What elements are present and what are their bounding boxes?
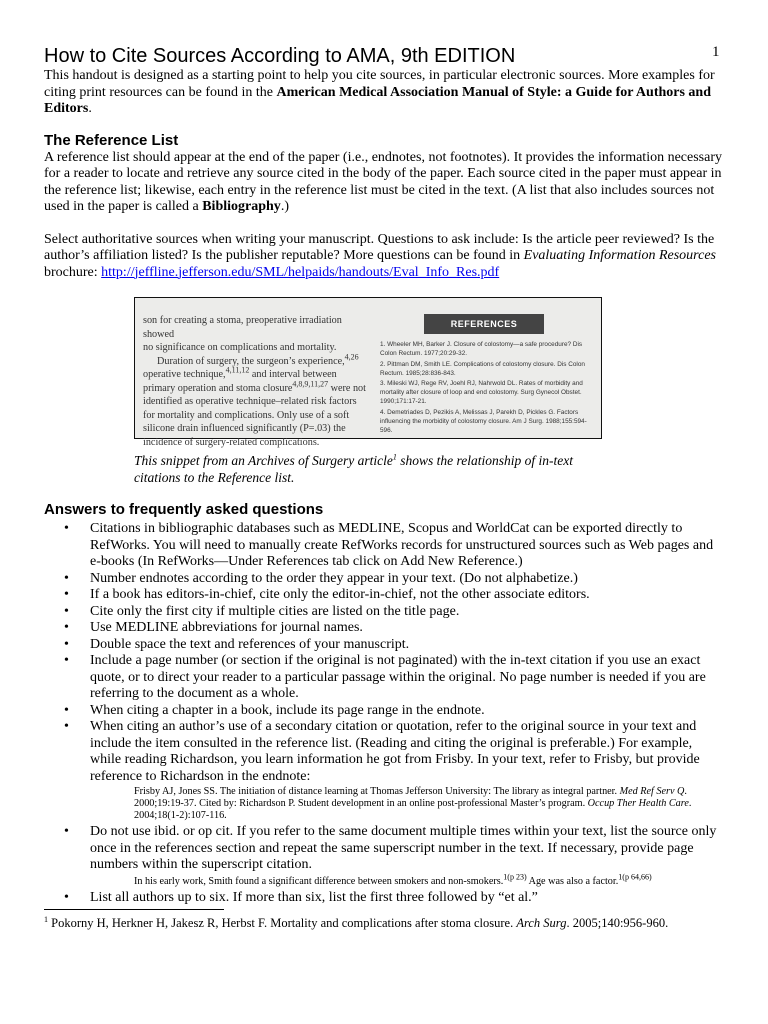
intro-end: . [88, 101, 92, 116]
brochure-title: Evaluating Information Resources [523, 248, 716, 263]
page-title: How to Cite Sources According to AMA, 9th EDITION [44, 45, 516, 67]
bullet-icon: • [64, 587, 69, 602]
snippet-paragraph-2 [143, 352, 369, 450]
authoritative-sources-paragraph [44, 232, 724, 282]
example2-sup-1: 1(p 23) [503, 872, 527, 882]
list-item-text: Use MEDLINE abbreviations for journal names. [90, 620, 363, 635]
snippet-reference: 2. Pittman DM, Smith LE. Complications of colostomy closure. Dis Colon Rectum. 1985;28:836-843. [380, 360, 585, 377]
footnote-journal: Arch Surg [516, 916, 567, 930]
example-text-a: Frisby AJ, Jones SS. The initiation of distance learning at Thomas Jefferson University: The library as integral partner. [134, 786, 620, 797]
list-item-text: When citing an author’s use of a secondary citation or quotation, refer to the original source in your text and include the item consulted in the reference list. (Reading and citing the original is preferable.) For example, while reading Richardson, you learn information he got from Frisby. In your text, refer to Frisby, but provide reference to Richardson in the endnote: [90, 719, 700, 784]
bullet-icon: • [64, 889, 69, 905]
example-journal-1: Med Ref Serv Q [619, 786, 685, 797]
footnote-marker: 1 [44, 914, 48, 924]
faq-list [44, 521, 724, 785]
list-item [44, 719, 724, 785]
reference-list-paragraph [44, 150, 724, 216]
list-item [44, 587, 724, 604]
list-item [44, 521, 724, 571]
list-item [44, 620, 724, 637]
bullet-icon: • [64, 653, 69, 668]
faq-section [44, 501, 724, 906]
brochure-link[interactable]: http://jeffline.jefferson.edu/SML/helpaids/handouts/Eval_Info_Res.pdf [101, 264, 500, 280]
list-item-text: If a book has editors-in-chief, cite only the editor-in-chief, not the other associate editors. [90, 587, 590, 602]
example-text-c: . 2004;18(1-2):107-116. [134, 798, 692, 821]
list-item-text: Double space the text and references of your manuscript. [90, 636, 410, 652]
snippet-caption [134, 453, 604, 486]
list-item [44, 653, 724, 703]
bullet-icon: • [64, 620, 69, 635]
faq-heading: Answers to frequently asked questions [44, 501, 324, 518]
footnote-divider [44, 909, 224, 910]
footnote [44, 915, 734, 932]
list-item-text: Do not use ibid. or op cit. If you refer to the same document multiple times within your text, list the source only once in the references section and repeat the same superscript number in the text. If necessary, provide page numbers within the superscript citation. [90, 824, 717, 872]
snippet-references [380, 314, 598, 436]
snippet-line-1: son for creating a stoma, preoperative irradiation showed [143, 315, 342, 340]
bullet-icon: • [64, 570, 69, 586]
reference-list-heading: The Reference List [44, 131, 179, 149]
list-item [44, 604, 724, 621]
example-journal-2: Occup Ther Health Care [587, 798, 689, 809]
intro-text: This handout is designed as a starting point to help you cite sources, in particular electronic sources. More examples for citing print resources can be found in the [44, 68, 715, 100]
snippet-text-c: and interval between primary operation and stoma closure [143, 369, 337, 394]
reference-list-end: .) [280, 199, 289, 214]
snippet-text-a: Duration of surgery, the surgeon’s experience, [157, 355, 345, 367]
authoritative-sources-text: Select authoritative sources when writing your manuscript. Questions to ask include: Is the article peer reviewed? Is the author’s affiliation listed? Is the publisher reputable? More questions can be found in [44, 231, 715, 263]
bullet-icon: • [64, 824, 69, 839]
bullet-icon: • [64, 636, 69, 652]
example2-text-a: In his early work, Smith found a significant difference between smokers and non-smokers. [134, 875, 504, 887]
list-item-text: Number endnotes according to the order they appear in your text. (Do not alphabetize.) [90, 570, 578, 586]
manual-title: American Medical Association Manual of Style: a Guide for Authors and Editors [44, 84, 712, 116]
secondary-citation-example [134, 786, 724, 822]
list-item [44, 571, 724, 588]
list-item-text: List all authors up to six. If more than six, list the first three followed by “et al.” [90, 889, 538, 905]
caption-text-b: shows the relationship of in-text citations to the Reference list. [134, 453, 573, 485]
document-body [44, 44, 724, 281]
list-item-text: Cite only the first city if multiple cities are listed on the title page. [90, 603, 460, 619]
superscript-page-example [134, 872, 724, 888]
snippet-reference: 4. Demetriades D, Pezikis A, Melissas J, Parekh D, Pickles G. Factors influencing the morbidity of colostomy closure. Am J Surg. 1988;155:594-596. [380, 408, 587, 434]
caption-text-a: This snippet from an Archives of Surgery article [134, 453, 393, 468]
snippet-line-2: no significance on complications and mortality. [143, 342, 337, 353]
reference-list-text: A reference list should appear at the end of the paper (i.e., endnotes, not footnotes). It provides the information necessary for a reader to locate and retrieve any source cited in the body of the paper. Each source cited in the paper must appear in the reference list; likewise, each entry in the reference list must be cited in the text. (A list that also includes sources not used in the paper is called a [44, 149, 722, 214]
faq-list-continued [44, 824, 724, 874]
bullet-icon: • [64, 702, 69, 718]
snippet-reference: 1. Wheeler MH, Barker J. Closure of colostomy—a safe procedure? Dis Colon Rectum. 1977;20:29-32. [380, 341, 583, 357]
list-item [44, 637, 724, 654]
snippet-reference: 3. Mileski WJ, Rege RV, Joehl RJ, Nahrwold DL. Rates of morbidity and mortality after closure of loop and end colostomy. Surg Gynecol Obstet. 1990;171:17-21. [380, 380, 583, 405]
bullet-icon: • [64, 603, 69, 619]
snippet-text-d: were not identified as operative technique–related risk factors for mortality and complications. Only use of a soft silicone drain influenced significantly (P=.03) the incidence of surgery-related complications. [143, 382, 366, 448]
list-item-text: Citations in bibliographic databases such as MEDLINE, Scopus and WorldCat can be exported directly to RefWorks. You will need to manually create RefWorks records for unstructured sources such as Web pages and e-books (In RefWorks—Under References tab click on Add New Reference.) [90, 521, 714, 569]
intro-paragraph [44, 68, 724, 118]
bullet-icon: • [64, 719, 69, 734]
list-item [44, 824, 724, 874]
list-item-text: When citing a chapter in a book, include its page range in the endnote. [90, 702, 485, 718]
example2-sup-2: 1(p 64,66) [618, 872, 652, 882]
article-snippet-image [134, 297, 602, 448]
snippet-sup-3: 4,8,9,11,27 [292, 379, 329, 389]
snippet-text-b: operative technique, [143, 369, 226, 380]
example2-text-b: Age was also a factor. [526, 875, 619, 887]
page-number: 1 [712, 44, 720, 60]
footnote-text: Pokorny H, Herkner H, Jakesz R, Herbst F. Mortality and complications after stoma closure. [48, 916, 517, 930]
example-text-b: . 2000;19:19-37. Cited by: Richardson P. Student development in an online post-professional Master’s program. [134, 786, 687, 809]
footnote-end: . 2005;140:956-960. [566, 916, 669, 930]
snippet-sup-1: 4,26 [344, 352, 359, 362]
bullet-icon: • [64, 521, 69, 536]
snippet-body-text [143, 314, 369, 449]
snippet-reference-list [380, 340, 598, 435]
list-item-text: Include a page number (or section if the original is not paginated) with the in-text citation if you use an exact quote, or to direct your reader to a particular passage within the original. No page number is needed if you are referring to the document as a whole. [90, 653, 706, 701]
faq-list-end [44, 890, 724, 907]
snippet-sup-2: 4,11,12 [225, 365, 250, 375]
brochure-label: brochure: [44, 264, 102, 280]
list-item [44, 703, 724, 720]
caption-footnote-marker: 1 [392, 452, 397, 462]
references-banner: REFERENCES [424, 314, 544, 334]
bibliography-term: Bibliography [202, 199, 281, 214]
list-item [44, 890, 724, 907]
